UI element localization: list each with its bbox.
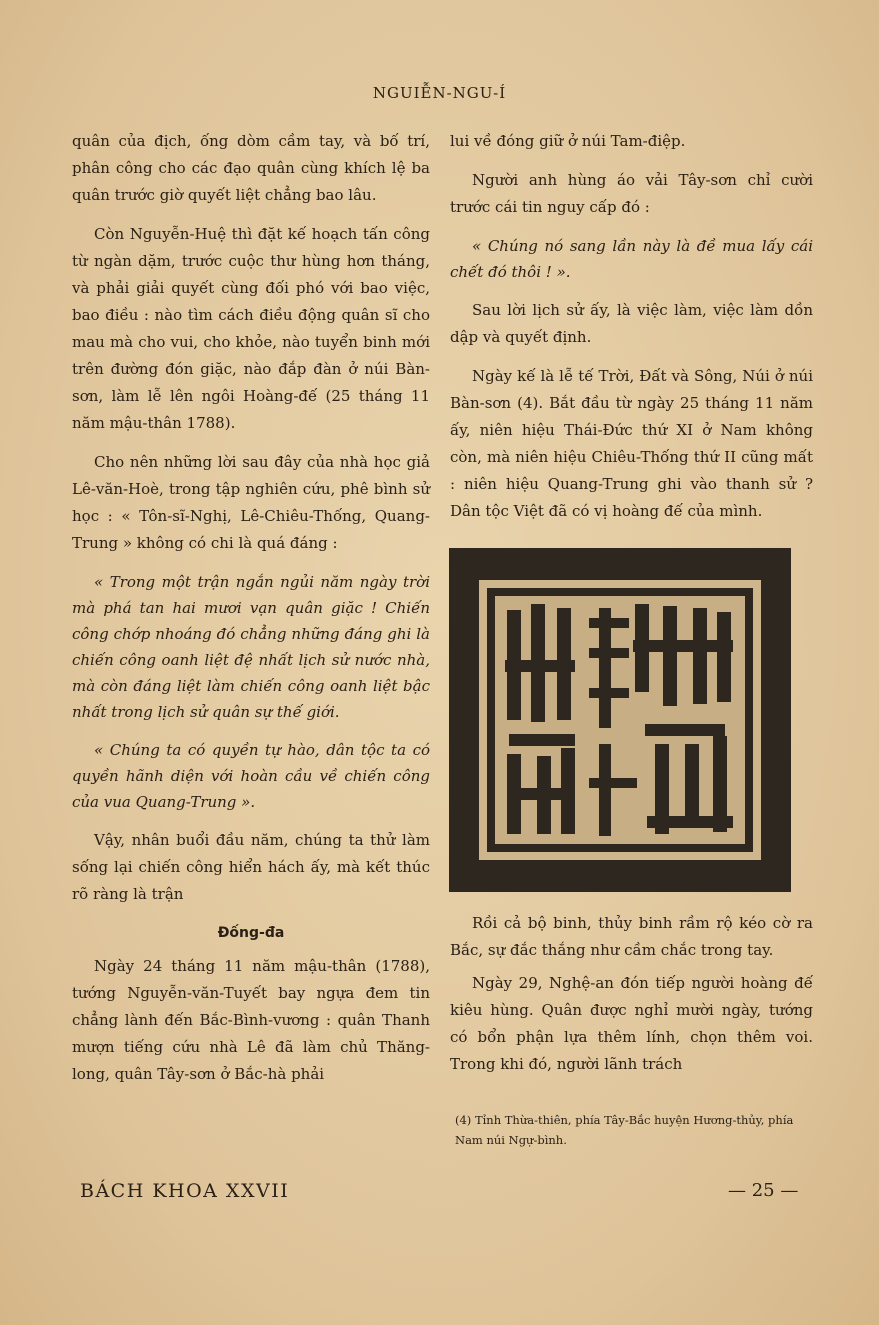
running-header: NGUIỄN-NGU-Í [372, 84, 507, 102]
paragraph: quân của địch, ống dòm cầm tay, và bố trí, phân công cho các đạo quân cùng khích lệ ba quân trước giờ quyết liệt chẳng bao lâu. [72, 132, 430, 204]
paragraph: Còn Nguyễn-Huệ thì đặt kế hoạch tấn công từ ngàn dặm, trước cuộc thư hùng hơn tháng, và phải giải quyết cùng đối phó với bao việc, bao điều : nào tìm cách điều động quân sĩ cho mau mà cho vui, cho khỏe, nào tuyển binh mới trên đường đón giặc, nào đắp đàn ở núi Bàn-sơn, làm lễ lên ngôi Hoàng-đế (25 tháng 11 năm mậu-thân 1788). [72, 225, 430, 432]
quote-paragraph: « Chúng ta có quyền tự hào, dân tộc ta có quyền hãnh diện với hoàn cầu về chiến công của vua Quang-Trung ». [72, 741, 430, 811]
right-column [450, 128, 813, 537]
paragraph: Ngày 29, Nghệ-an đón tiếp người hoàng đế kiêu hùng. Quân được nghỉ mười ngày, tướng có bổn phận lựa thêm lính, chọn thêm voi. Trong khi đó, người lãnh trách [450, 974, 813, 1073]
magazine-name: BÁCH KHOA XXVII [80, 1180, 290, 1202]
section-heading: Đống-đa [217, 925, 285, 941]
royal-seal-image [449, 548, 791, 892]
left-column [72, 128, 430, 1100]
paragraph: Ngày 24 tháng 11 năm mậu-thân (1788), tướng Nguyễn-văn-Tuyết bay ngựa đem tin chẳng lành đến Bắc-Bình-vương : quân Thanh mượn tiếng cứu nhà Lê đã làm chủ Thăng-long, quân Tây-sơn ở Bắc-hà phải [72, 957, 430, 1083]
paragraph: Sau lời lịch sử ấy, là việc làm, việc làm dồn dập và quyết định. [450, 301, 813, 346]
paragraph: Ngày kế là lễ tế Trời, Đất và Sông, Núi ở núi Bàn-sơn (4). Bắt đầu từ ngày 25 tháng 11 năm ấy, niên hiệu Thái-Đức thứ XI ở Nam không còn, mà niên hiệu Chiêu-Thống thứ II cũng mất : niên hiệu Quang-Trung ghi vào thanh sử ? Dân tộc Việt đã có vị hoàng đế của mình. [450, 367, 813, 520]
paragraph: Vậy, nhân buổi đầu năm, chúng ta thử làm sống lại chiến công hiển hách ấy, mà kết thúc rõ ràng là trận [72, 831, 430, 903]
quote-paragraph: « Trong một trận ngắn ngủi năm ngày trời mà phá tan hai mươi vạn quân giặc ! Chiến công chớp nhoáng đó chẳng những đáng ghi là chiến công oanh liệt đệ nhất lịch sử nước nhà, mà còn đáng liệt làm chiến công oanh liệt bậc nhất trong lịch sử quân sự thế giới. [72, 573, 430, 721]
paragraph: Người anh hùng áo vải Tây-sơn chỉ cười trước cái tin nguy cấp đó : [450, 171, 813, 216]
right-column-continued [450, 910, 813, 1084]
footnote: (4) Tỉnh Thừa-thiên, phía Tây-Bắc huyện Hương-thủy, phía Nam núi Ngự-bình. [455, 1113, 794, 1147]
paragraph: lui về đóng giữ ở núi Tam-điệp. [450, 132, 686, 150]
paragraph: Cho nên những lời sau đây của nhà học giả Lê-văn-Hoè, trong tập nghiên cứu, phê bình sử học : « Tôn-sĩ-Nghị, Lê-Chiêu-Thống, Quang-Trung » không có chi là quá đáng : [72, 453, 430, 552]
page-number: — 25 — [728, 1180, 799, 1201]
paragraph: Rồi cả bộ binh, thủy binh rầm rộ kéo cờ ra Bắc, sự đắc thắng như cầm chắc trong tay. [450, 914, 813, 959]
quote-paragraph: « Chúng nó sang lần này là đề mua lấy cái chết đó thôi ! ». [450, 237, 813, 281]
